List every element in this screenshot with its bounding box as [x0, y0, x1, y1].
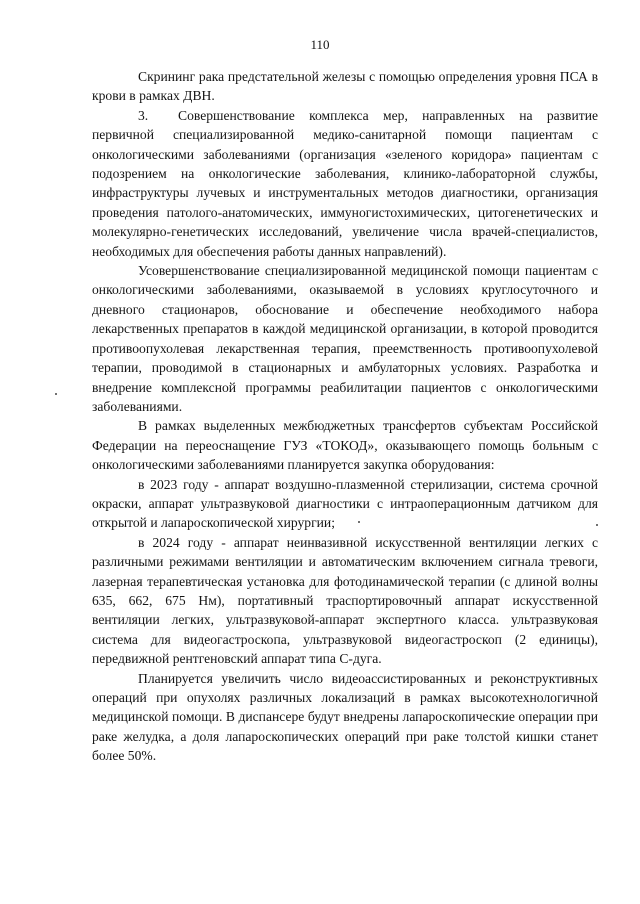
paragraph-specialized-care: Усовершенствование специализированной медицинской помощи пациентам с онкологическими заболеваниями, оказываемой в условиях круглосуточного и дневного стационаров, обоснование и обеспечение необходимого набора лекарственных препаратов в каждой медицинской организации, в которой проводится противоопухолевая лекарственная терапия, преемственность противоопухолевой терапии, проводимой в стационарных и амбулаторных условиях. Разработка и внедрение комплексной программы реабилитации пациентов с онкологическими заболеваниями.: [92, 263, 598, 414]
scan-speck: [596, 524, 598, 526]
paragraph-primary-care: Совершенствование комплекса мер, направленных на развитие первичной специализированной медико-санитарной помощи пациентам с онкологическими заболеваниями (организация «зеленого коридора» пациентам с подозрением на онкологические заболевания, клинико-лабораторной службы, инфраструктуры лучевых и инструментальных методов диагностики, организация проведения патолого-анатомических, иммуногистохимических, цитогенетических и молекулярно-генетических исследований, увеличение числа врачей-специалистов, необходимых для обеспечения работы данных направлений).: [92, 107, 598, 259]
paragraph-transfers: В рамках выделенных межбюджетных трансфертов субъектам Российской Федерации на переоснащение ГУЗ «ТОКОД», оказывающего помощь больным с онкологическими заболеваниями планируется закупка оборудования:: [92, 418, 598, 473]
list-marker: 3.: [138, 107, 149, 123]
paragraph-psa-screening: Скрининг рака предстательной железы с помощью определения уровня ПСА в крови в рамках ДВН.: [92, 69, 598, 104]
paragraph-operations-plan: Планируется увеличить число видеоассистированных и реконструктивных операций при опухолях различных локализаций в рамках высокотехнологичной медицинской помощи. В диспансере будут внедрены лапароскопические операции при раке желудка, а доля лапароскопических операций при раке толстой кишки станет более 50%.: [92, 670, 598, 764]
paragraph-2024-equipment: в 2024 году - аппарат неинвазивной искусственной вентиляции легких с различными режимами вентиляции и автоматическим включением сигнала тревоги, лазерная терапевтическая установка для фотодинамической терапии (с длиной волны 635, 662, 675 Нм), портативный траспортировочный аппарат искусственной вентиляции легких, ультразвуковой-аппарат экспертного класса. ультразвуковая система для видеогастроскопа, ультразвуковой видеогастроскоп (2 единицы), передвижной рентгеновский аппарат типа С-дуга.: [92, 534, 598, 667]
page-number: 110: [310, 37, 330, 52]
list-item-3: [92, 106, 598, 261]
text-body: [92, 67, 598, 766]
scan-speck: [358, 521, 360, 523]
paragraph-2023-equipment: в 2023 году - аппарат воздушно-плазменной стерилизации, система срочной окраски, аппарат ультразвуковой диагностики с интраоперационным датчиком для открытой и лапароскопической хирургии;: [92, 476, 598, 531]
scan-speck: [55, 393, 57, 395]
